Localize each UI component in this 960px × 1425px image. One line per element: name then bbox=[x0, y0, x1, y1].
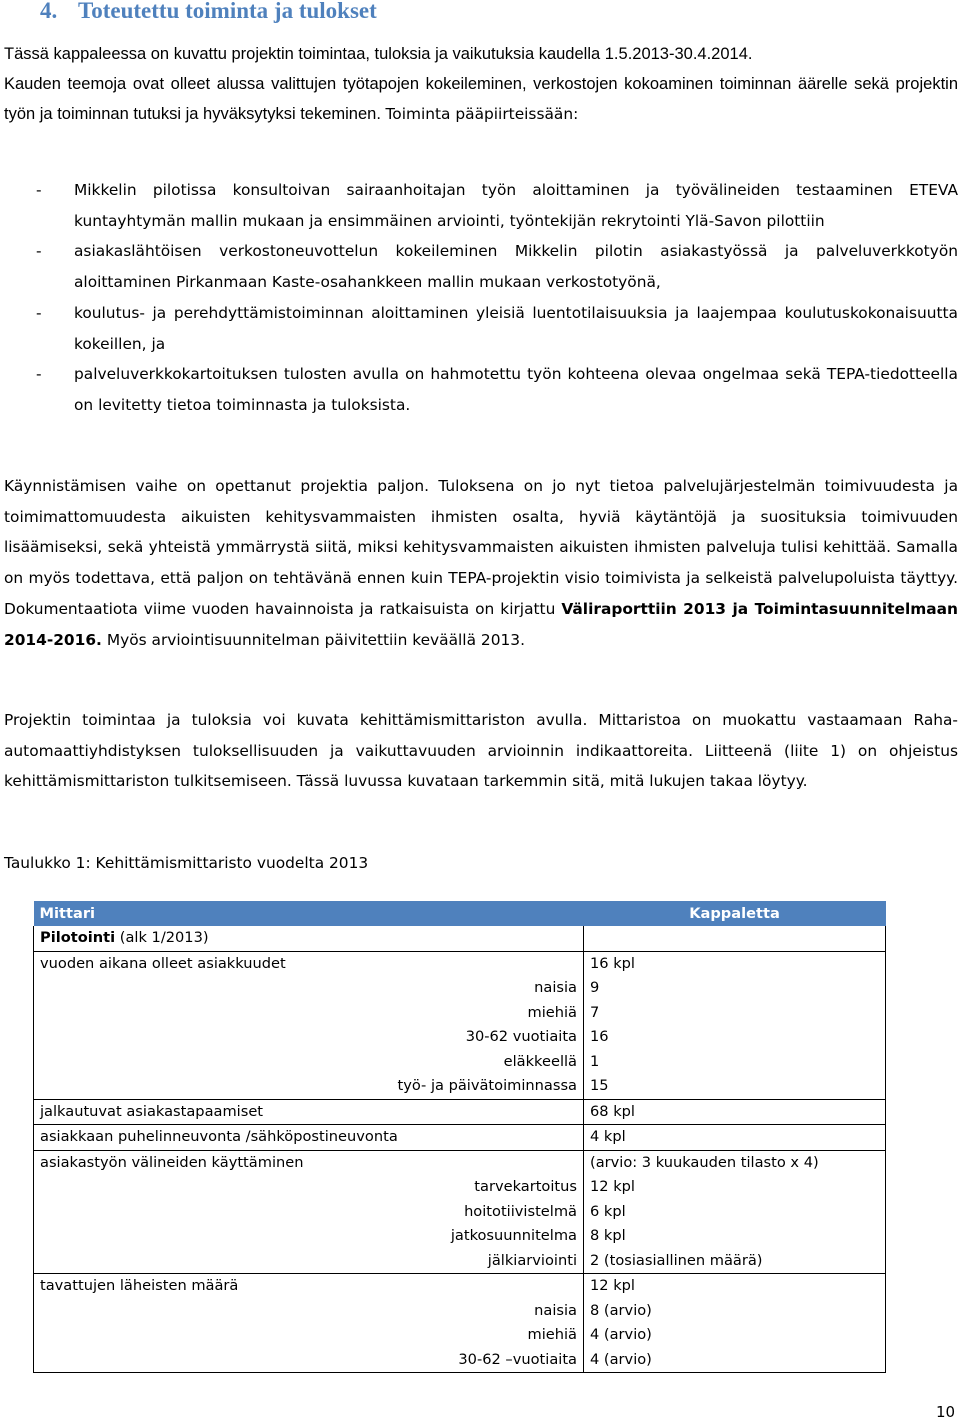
table-cell-value: 15 bbox=[584, 1074, 886, 1099]
table-cell-label bbox=[34, 926, 584, 951]
intro-line-1: Tässä kappaleessa on kuvattu projektin toimintaa, tuloksia ja vaikutuksia kaudella 1.5.2013-30.4.2014. bbox=[4, 45, 753, 63]
table-row bbox=[34, 1200, 886, 1225]
table-row bbox=[34, 1025, 886, 1050]
column-header-metric: Mittari bbox=[34, 901, 584, 926]
table-cell-value: 68 kpl bbox=[584, 1099, 886, 1125]
list-item bbox=[0, 298, 958, 359]
table-row bbox=[34, 1224, 886, 1249]
table-cell-label: jälkiarviointi bbox=[34, 1249, 584, 1274]
list-dash: - bbox=[36, 303, 42, 322]
list-item bbox=[0, 175, 958, 236]
table-row bbox=[34, 1050, 886, 1075]
section-heading bbox=[40, 0, 377, 24]
results-bold-text: Väliraporttiin 2013 ja Toimintasuunnitelmaan 2014-2016. bbox=[4, 599, 958, 649]
table-cell-label: miehiä bbox=[34, 1001, 584, 1026]
results-tail: Myös arviointisuunnitelman päivitettiin keväällä 2013. bbox=[106, 630, 525, 649]
list-dash: - bbox=[36, 242, 42, 261]
group-subtitle: (alk 1/2013) bbox=[115, 929, 209, 946]
list-item-text: palveluverkkokartoituksen tulosten avulla on hahmotettu työn kohteena olevaa ongelmaa sekä TEPA-tiedotteella on levitetty tietoa toiminnasta ja tuloksista. bbox=[74, 365, 958, 414]
table-cell-label: asiakkaan puhelinneuvonta /sähköpostineuvonta bbox=[34, 1125, 584, 1151]
table-cell-value: 16 bbox=[584, 1025, 886, 1050]
table-cell-label: hoitotiivistelmä bbox=[34, 1200, 584, 1225]
table-row bbox=[34, 1001, 886, 1026]
table-cell-value: 12 kpl bbox=[584, 1175, 886, 1200]
table-cell-label: jalkautuvat asiakastapaamiset bbox=[34, 1099, 584, 1125]
table-cell-value: 4 (arvio) bbox=[584, 1348, 886, 1373]
table-row bbox=[34, 1150, 886, 1175]
table-cell-label: vuoden aikana olleet asiakkuudet bbox=[34, 951, 584, 976]
table-cell-value: 7 bbox=[584, 1001, 886, 1026]
list-item-text: asiakaslähtöisen verkostoneuvottelun kokeileminen Mikkelin pilotin asiakastyössä ja palveluverkkotyön aloittaminen Pirkanmaan Kaste-osahankkeen mallin mukaan verkostotyönä, bbox=[74, 242, 958, 292]
intro-paragraph bbox=[4, 69, 958, 130]
list-item bbox=[0, 359, 958, 420]
table-cell-value: 2 (tosiasiallinen määrä) bbox=[584, 1249, 886, 1274]
list-dash: - bbox=[36, 365, 42, 384]
activity-list bbox=[0, 175, 960, 421]
table-cell-value bbox=[584, 926, 886, 951]
table-cell-value: 1 bbox=[584, 1050, 886, 1075]
table-row bbox=[34, 1175, 886, 1200]
list-dash: - bbox=[36, 181, 42, 199]
table-cell-label: asiakastyön välineiden käyttäminen bbox=[34, 1150, 584, 1175]
metrics-table bbox=[33, 901, 886, 1373]
table-cell-value: 16 kpl bbox=[584, 951, 886, 976]
table-row bbox=[34, 1323, 886, 1348]
table-cell-value: (arvio: 3 kuukauden tilasto x 4) bbox=[584, 1150, 886, 1175]
table-row bbox=[34, 1099, 886, 1125]
table-row bbox=[34, 1074, 886, 1099]
table-cell-label: naisia bbox=[34, 1299, 584, 1324]
table-cell-label: jatkosuunnitelma bbox=[34, 1224, 584, 1249]
list-item-text: Mikkelin pilotissa konsultoivan sairaanhoitajan työn aloittaminen ja työvälineiden testaaminen ETEVA kuntayhtymän mallin mukaan ja ensimmäinen arviointi, työntekijän rekrytointi Ylä-Savon pilottiin bbox=[74, 181, 958, 230]
table-cell-label: 30-62 vuotiaita bbox=[34, 1025, 584, 1050]
results-paragraph bbox=[4, 471, 958, 655]
table-cell-label: naisia bbox=[34, 976, 584, 1001]
table-row bbox=[34, 951, 886, 976]
table-row bbox=[34, 926, 886, 951]
table-row bbox=[34, 1274, 886, 1299]
intro-text: Kauden teemoja ovat olleet alussa valittujen työtapojen kokeileminen, verkostojen kokoaminen toiminnan äärelle sekä projektin työn ja toiminnan tutuksi ja hyväksytyksi tekeminen. bbox=[4, 75, 958, 123]
table-cell-value: 4 (arvio) bbox=[584, 1323, 886, 1348]
list-item-text: koulutus- ja perehdyttämistoiminnan aloittaminen yleisiä luentotilaisuuksia ja laajempaa koulutuskokonaisuutta kokeillen, ja bbox=[74, 303, 958, 353]
table-cell-value: 8 (arvio) bbox=[584, 1299, 886, 1324]
table-cell-value: 8 kpl bbox=[584, 1224, 886, 1249]
list-item bbox=[0, 236, 958, 297]
table-row bbox=[34, 1348, 886, 1373]
table-row bbox=[34, 976, 886, 1001]
table-row bbox=[34, 1249, 886, 1274]
table-header-row bbox=[34, 901, 886, 926]
table-caption: Taulukko 1: Kehittämismittaristo vuodelta 2013 bbox=[4, 854, 369, 872]
table-cell-value: 4 kpl bbox=[584, 1125, 886, 1151]
table-cell-label: työ- ja päivätoiminnassa bbox=[34, 1074, 584, 1099]
column-header-count: Kappaletta bbox=[584, 901, 886, 926]
table-cell-value: 9 bbox=[584, 976, 886, 1001]
group-title: Pilotointi bbox=[40, 929, 116, 946]
table-cell-label: tarvekartoitus bbox=[34, 1175, 584, 1200]
table-cell-value: 12 kpl bbox=[584, 1274, 886, 1299]
metrics-paragraph: Projektin toimintaa ja tuloksia voi kuvata kehittämismittariston avulla. Mittaristoa on muokattu vastaamaan Raha-automaattiyhdistyksen tuloksellisuuden ja vaikuttavuuden arvioinnin indikaattoreita. Liitteenä (liite 1) on ohjeistus kehittämismittariston tulkitsemiseen. Tässä luvussa kuvataan tarkemmin sitä, mitä lukujen takaa löytyy. bbox=[4, 711, 958, 791]
table-row bbox=[34, 1125, 886, 1151]
table-row bbox=[34, 1299, 886, 1324]
table-cell-label: eläkkeellä bbox=[34, 1050, 584, 1075]
section-number: 4. bbox=[40, 0, 58, 23]
section-title: Toteutettu toiminta ja tulokset bbox=[78, 0, 377, 23]
intro-tail: Toiminta pääpiirteissään: bbox=[385, 105, 579, 123]
page-number: 10 bbox=[936, 1403, 956, 1421]
table-cell-label: 30-62 –vuotiaita bbox=[34, 1348, 584, 1373]
results-text: Käynnistämisen vaihe on opettanut projektia paljon. Tuloksena on jo nyt tietoa palvelujärjestelmän toimivuudesta ja toimimattomuudesta aikuisten kehitysvammaisten ihmisten osalta, hyviä käytäntöjä ja suosituksia toimivuuden lisäämiseksi, sekä yhteistä ymmärrystä siitä, miksi kehitysvammaisten aikuisten ihmisten palveluja tulisi kehittää. Samalla on myös todettava, että paljon on tehtävänä ennen kuin TEPA-projektin visio toimivista ja selkeistä palvelupoluista täyttyy. Dokumentaatiota viime vuoden havainnoista ja ratkaisuista on kirjattu bbox=[4, 477, 958, 618]
table-cell-label: miehiä bbox=[34, 1323, 584, 1348]
table-cell-label: tavattujen läheisten määrä bbox=[34, 1274, 584, 1299]
table-cell-value: 6 kpl bbox=[584, 1200, 886, 1225]
